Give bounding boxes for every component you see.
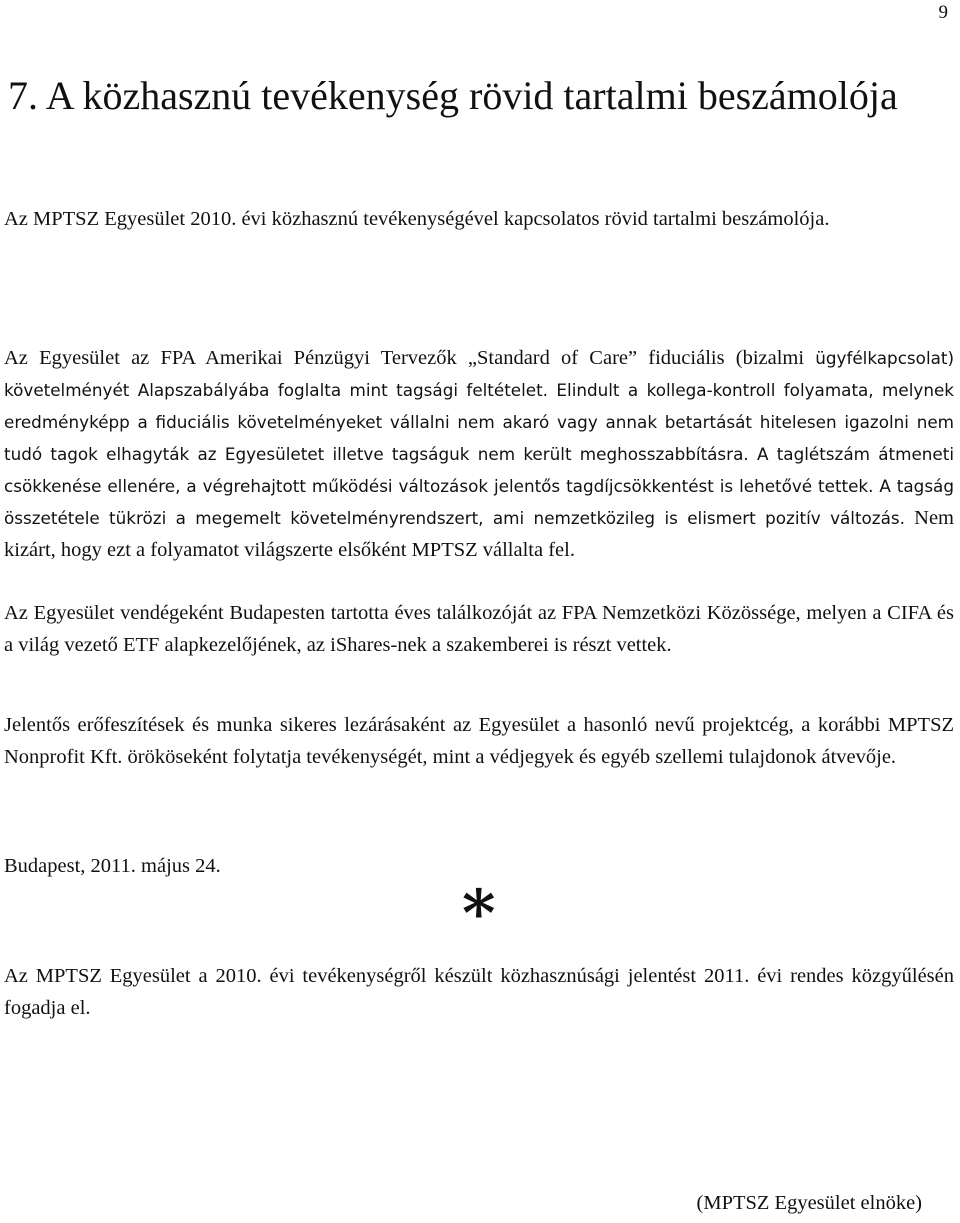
fpa-paragraph-body: ügyfélkapcsolat) követelményét Alapszabályába foglalta mint tagsági feltételet. Elindult a kollega-kontroll folyamata, melynek eredményképp a fiduciális követelményeket vállalni nem akaró vagy annak betartását hitelesen igazolni nem tudó tagok elhagyták az Egyesületet illetve tagságuk nem került meghosszabbításra. A taglétszám átmeneti csökkenése ellenére, a végrehajtott működési változások jelentős tagdíjcsökkentést is lehetővé tettek. A tagság összetétele tükrözi a megemelt követelményrendszert, ami nemzetközileg is elismert pozitív változás. [4,348,955,528]
signature-line: (MPTSZ Egyesület elnöke) [696,1192,922,1214]
intro-paragraph: Az MPTSZ Egyesület 2010. évi közhasznú tevékenységével kapcsolatos rövid tartalmi beszámolója. [4,208,830,230]
fpa-standard-paragraph [4,342,954,566]
page-number: 9 [938,2,948,23]
fpa-paragraph-opening: Az Egyesület az FPA Amerikai Pénzügyi Tervezők „Standard of Care” fiduciális (bizalmi [4,347,805,369]
section-heading: 7. A közhasznú tevékenység rövid tartalmi beszámolója [8,73,898,118]
asterisk-separator: * [462,876,496,951]
fpa-paragraph-closing: Nem kizárt, hogy ezt a folyamatot világszerte elsőként MPTSZ vállalta fel. [4,507,955,561]
approval-paragraph: Az MPTSZ Egyesület a 2010. évi tevékenységről készült közhasznúsági jelentést 2011. évi rendes közgyűlésén fogadja el. [4,965,954,1019]
place-date-line: Budapest, 2011. május 24. [4,855,221,877]
meeting-paragraph: Az Egyesület vendégeként Budapesten tartotta éves találkozóját az FPA Nemzetközi Közössége, melyen a CIFA és a világ vezető ETF alapkezelőjének, az iShares-nek a szakemberei is részt vettek. [4,602,954,656]
project-company-paragraph: Jelentős erőfeszítések és munka sikeres lezárásaként az Egyesület a hasonló nevű projektcég, a korábbi MPTSZ Nonprofit Kft. örököseként folytatja tevékenységét, mint a védjegyek és egyéb szellemi tulajdonok átvevője. [4,714,954,768]
